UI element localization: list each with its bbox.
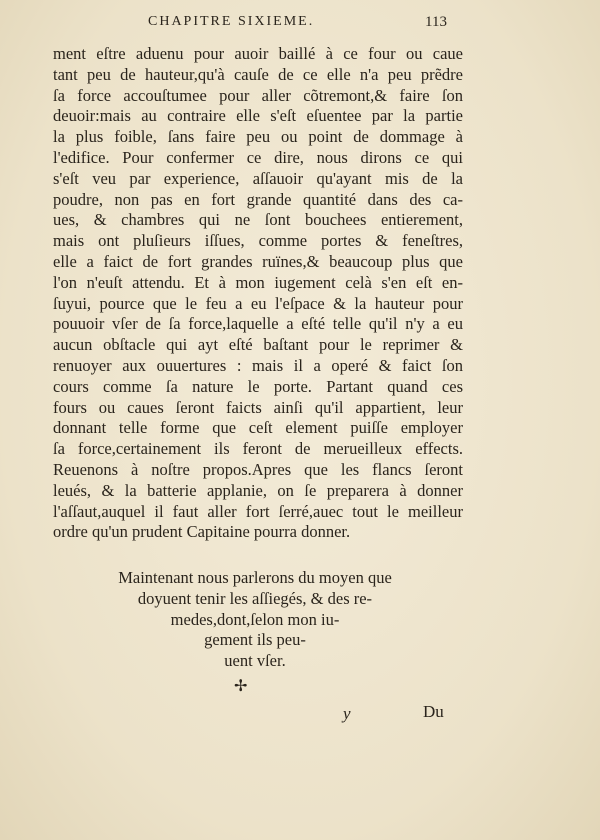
text-line: doyuent tenir les aſſiegés, & des re- bbox=[137, 588, 373, 608]
text-line: ues, & chambres qui ne ſont bouchees entierement, bbox=[53, 210, 463, 230]
text-line: tant peu de hauteur,qu'à cauſe de ce elle n'a peu prẽdre bbox=[53, 64, 463, 84]
text-line: cours comme ſa nature le porte. Partant quand ces bbox=[53, 376, 463, 396]
text-line: deuoir:mais au contraire elle s'eſt eſuentee par la partie bbox=[53, 106, 463, 126]
signature-mark: y bbox=[343, 704, 351, 723]
text-line: l'on n'euſt attendu. Et à mon iugement celà s'en eſt en- bbox=[53, 272, 463, 292]
text-line: donnant telle forme que ceſt element puiſſe employer bbox=[53, 418, 463, 438]
text-line: la plus foible, ſans faire peu ou point de dommage à bbox=[53, 127, 463, 147]
text-line: ſuyui, pource que le feu a eu l'eſpace & la hauteur pour bbox=[53, 293, 463, 313]
text-line: l'aſſaut,auquel il faut aller fort ſerré,auec tout le meilleur bbox=[53, 501, 463, 521]
closing-paragraph bbox=[80, 568, 430, 672]
text-line: elle a faict de fort grandes ruïnes,& beaucoup plus que bbox=[53, 251, 463, 271]
text-line: uent vſer. bbox=[224, 651, 286, 671]
text-line: medes,dont,ſelon mon iu- bbox=[170, 609, 340, 629]
text-line: s'eſt veu par experience, aſſauoir qu'ayant mis de la bbox=[53, 168, 463, 188]
fleuron-ornament: ✢ bbox=[234, 678, 248, 695]
text-line: ment eſtre aduenu pour auoir baillé à ce four ou caue bbox=[53, 44, 463, 63]
text-line: leués, & la batterie applanie, on ſe preparera à donner bbox=[53, 480, 463, 500]
text-line: poudre, non pas en fort grande quantité dans des ca- bbox=[53, 189, 463, 209]
page-number: 113 bbox=[425, 14, 447, 30]
page-header bbox=[0, 14, 600, 36]
catchword: Du bbox=[423, 702, 444, 721]
text-line: aucun obſtacle qui ayt eſté baſtant pour le reprimer & bbox=[53, 335, 463, 355]
text-line: mais ont pluſieurs iſſues, comme portes & feneſtres, bbox=[53, 231, 463, 251]
text-line: l'edifice. Pour confermer ce dire, nous dirons ce qui bbox=[53, 147, 463, 167]
text-line: Maintenant nous parlerons du moyen que bbox=[118, 568, 392, 587]
text-line: ſa force,certainement ils feront de merueilleux effects. bbox=[53, 439, 463, 459]
text-line: renuoyer aux ouuertures : mais il a operé & faict ſon bbox=[53, 355, 463, 375]
text-line: ſa force accouſtumee pour aller cõtremont,& faire ſon bbox=[53, 85, 463, 105]
text-line: fours ou caues ſeront faicts ainſi qu'il appartient, leur bbox=[53, 397, 463, 417]
running-title: CHAPITRE SIXIEME. bbox=[148, 14, 315, 29]
text-line: ordre qu'un prudent Capitaine pourra donner. bbox=[53, 522, 351, 542]
text-line: Reuenons à noſtre propos.Apres que les flancs ſeront bbox=[53, 459, 463, 479]
body-text bbox=[53, 44, 463, 543]
text-line: gement ils peu- bbox=[204, 630, 306, 650]
text-line: pouuoir vſer de ſa force,laquelle a eſté telle qu'il n'y a eu bbox=[53, 314, 463, 334]
